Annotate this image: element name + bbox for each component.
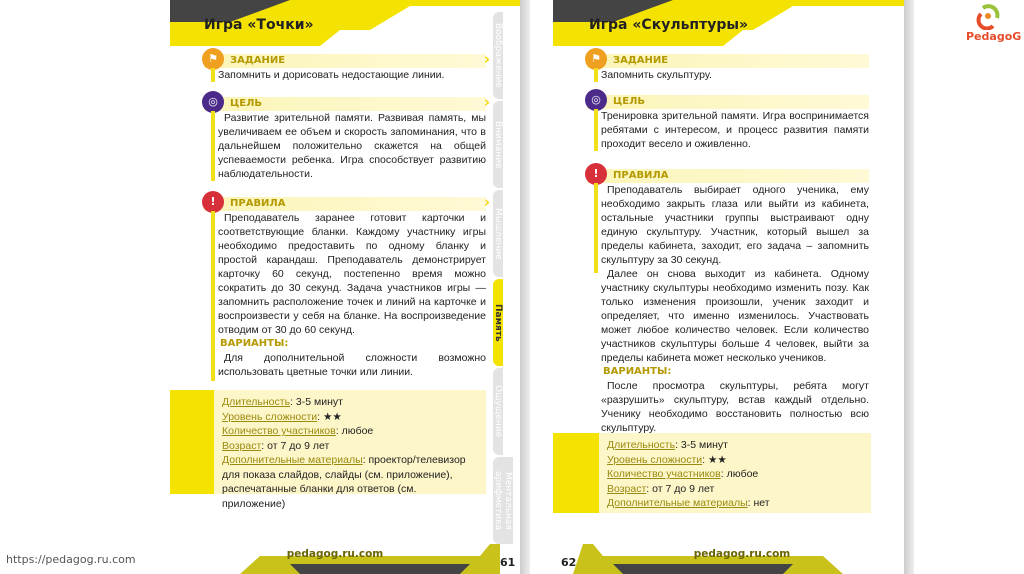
rules-text-2: Далее он снова выходит из кабинета. Одному участнику скульптуры необходимо изменить позу. Как только изменения произошли, ученик заходит и определяет, что именно изменилось. Участвовать может любое количество человек. Если количество участников скульптуры больше 4 человек, выйти за пределы кабинета может несколько учеников. bbox=[601, 268, 869, 364]
rules-text: Преподаватель заранее готовит карточки и соответствующие бланки. Каждому участнику игры необходимо предоставить по одному бланку и простой карандаш. Преподаватель демонстрирует карточку 60 секунд, постепенно время можно сократить до 30 секунд. Задача участников игры — запомнить расположение точек и линий на карточке и воспроизвести у себя на бланке. На воспроизведение отводим от 30 до 60 секунд. bbox=[218, 212, 486, 336]
info-box bbox=[599, 433, 871, 513]
rules-text-1: Преподаватель выбирает одного ученика, ему необходимо закрыть глаза или выйти из кабинета, остальные участники группы выстраивают одну единую скульптуру. Участник, который вышел за пределы кабинета, заходит, его задача – запомнить скульптуру за 30 секунд. bbox=[601, 184, 869, 266]
goal-text: Развитие зрительной памяти. Развивая память, мы увеличиваем ее объем и скорость запоминания, что в дальнейшем положительно скажется на общей успеваемости ребенка. Игра способствует развитию наблюдательности. bbox=[218, 112, 486, 180]
chevron-icon: › bbox=[483, 193, 490, 211]
info-key: Дополнительные материалы bbox=[607, 497, 748, 509]
info-key: Возраст bbox=[222, 439, 262, 452]
footer-url: pedagog.ru.com bbox=[693, 548, 791, 560]
tab-5[interactable]: Ощущение bbox=[493, 368, 503, 455]
info-key: Возраст bbox=[607, 482, 647, 495]
info-key: Количество участников bbox=[607, 468, 721, 480]
info-key: Длительность bbox=[222, 396, 291, 408]
info-box bbox=[214, 390, 486, 510]
info-row: Количество участников: любое bbox=[607, 468, 759, 480]
variants-heading: ВАРИАНТЫ: bbox=[603, 366, 672, 377]
tab-6[interactable]: Ментальная арифметика bbox=[493, 457, 513, 544]
right-page bbox=[553, 0, 911, 574]
goal-text: Тренировка зрительной памяти. Игра воспринимается ребятами с интересом, и процесс развития памяти проходит весело и оживленно. bbox=[601, 110, 869, 150]
warning-icon: ! bbox=[202, 191, 224, 213]
page-edge bbox=[520, 0, 530, 574]
page-number: 61 bbox=[500, 556, 516, 569]
logo-icon bbox=[975, 4, 1001, 30]
info-row: Длительность: 3-5 минут bbox=[222, 396, 343, 408]
info-value: от 7 до 9 лет bbox=[267, 439, 330, 452]
info-value: ★★ bbox=[708, 453, 727, 466]
info-value: нет bbox=[753, 497, 770, 509]
rules-heading: ПРАВИЛА bbox=[230, 198, 286, 209]
task-heading: ЗАДАНИЕ bbox=[230, 55, 286, 66]
task-text: Запомнить и дорисовать недостающие линии. bbox=[218, 69, 445, 81]
tab-4[interactable]: Память bbox=[493, 279, 503, 366]
logo-text: PedagoG bbox=[966, 30, 1022, 43]
info-value: 3-5 минут bbox=[680, 439, 728, 451]
variants-text: После просмотра скульптуры, ребята могут «разрушить» скульптуру, встав каждый отдельно. Ученику необходимо восстановить полностью всю скульптуру. bbox=[601, 380, 869, 434]
info-value: ★★ bbox=[323, 410, 342, 423]
info-key: Дополнительные материалы bbox=[222, 454, 363, 466]
info-key: Уровень сложности bbox=[222, 410, 318, 423]
chevron-icon: › bbox=[483, 93, 490, 111]
chevron-icon: › bbox=[483, 50, 490, 68]
info-value: от 7 до 9 лет bbox=[652, 482, 715, 495]
target-icon: ◎ bbox=[585, 89, 607, 111]
info-value: 3-5 минут bbox=[295, 396, 343, 408]
info-key: Количество участников bbox=[222, 425, 336, 437]
info-row: Дополнительные материалы: проектор/телевизор для показа слайдов, слайды (см. приложение), распечатанные бланки для ответов (см. приложение) bbox=[222, 454, 466, 510]
section-tabs bbox=[493, 12, 520, 546]
goal-heading: ЦЕЛЬ bbox=[613, 96, 646, 107]
page-title: Игра «Скульптуры» bbox=[589, 17, 749, 33]
tab-2[interactable]: Внимание bbox=[493, 101, 503, 188]
flag-icon: ⚑ bbox=[202, 48, 224, 70]
tab-1[interactable]: Воображение bbox=[493, 12, 503, 99]
goal-heading: ЦЕЛЬ bbox=[230, 98, 263, 109]
source-link[interactable]: https://pedagog.ru.com bbox=[0, 549, 142, 570]
variants-text: Для дополнительной сложности возможно использовать цветные точки или линии. bbox=[218, 352, 486, 378]
info-key: Длительность bbox=[607, 439, 676, 451]
page-edge bbox=[904, 0, 914, 574]
info-key: Уровень сложности bbox=[607, 453, 703, 466]
tab-3[interactable]: Мышление bbox=[493, 190, 503, 277]
info-row: Уровень сложности: ★★ bbox=[222, 410, 342, 423]
task-text: Запомнить скульптуру. bbox=[601, 69, 712, 81]
flag-icon: ⚑ bbox=[585, 48, 607, 70]
info-value: любое bbox=[726, 468, 759, 480]
info-row: Уровень сложности: ★★ bbox=[607, 453, 727, 466]
footer-url: pedagog.ru.com bbox=[286, 548, 384, 560]
left-page bbox=[170, 0, 520, 574]
rules-heading: ПРАВИЛА bbox=[613, 170, 669, 181]
task-heading: ЗАДАНИЕ bbox=[613, 55, 669, 66]
info-row: Возраст: от 7 до 9 лет bbox=[222, 439, 330, 452]
info-row: Дополнительные материалы: нет bbox=[607, 497, 770, 509]
warning-icon: ! bbox=[585, 163, 607, 185]
target-icon: ◎ bbox=[202, 91, 224, 113]
info-value: любое bbox=[341, 425, 374, 437]
info-row: Длительность: 3-5 минут bbox=[607, 439, 728, 451]
info-row: Количество участников: любое bbox=[222, 425, 374, 437]
variants-heading: ВАРИАНТЫ: bbox=[220, 338, 289, 349]
info-row: Возраст: от 7 до 9 лет bbox=[607, 482, 715, 495]
info-value: проектор/телевизор для показа слайдов, слайды (см. приложение), распечатанные бланки для ответов (см. приложение) bbox=[222, 454, 466, 510]
page-title: Игра «Точки» bbox=[204, 17, 314, 33]
page-number: 62 bbox=[561, 556, 577, 569]
